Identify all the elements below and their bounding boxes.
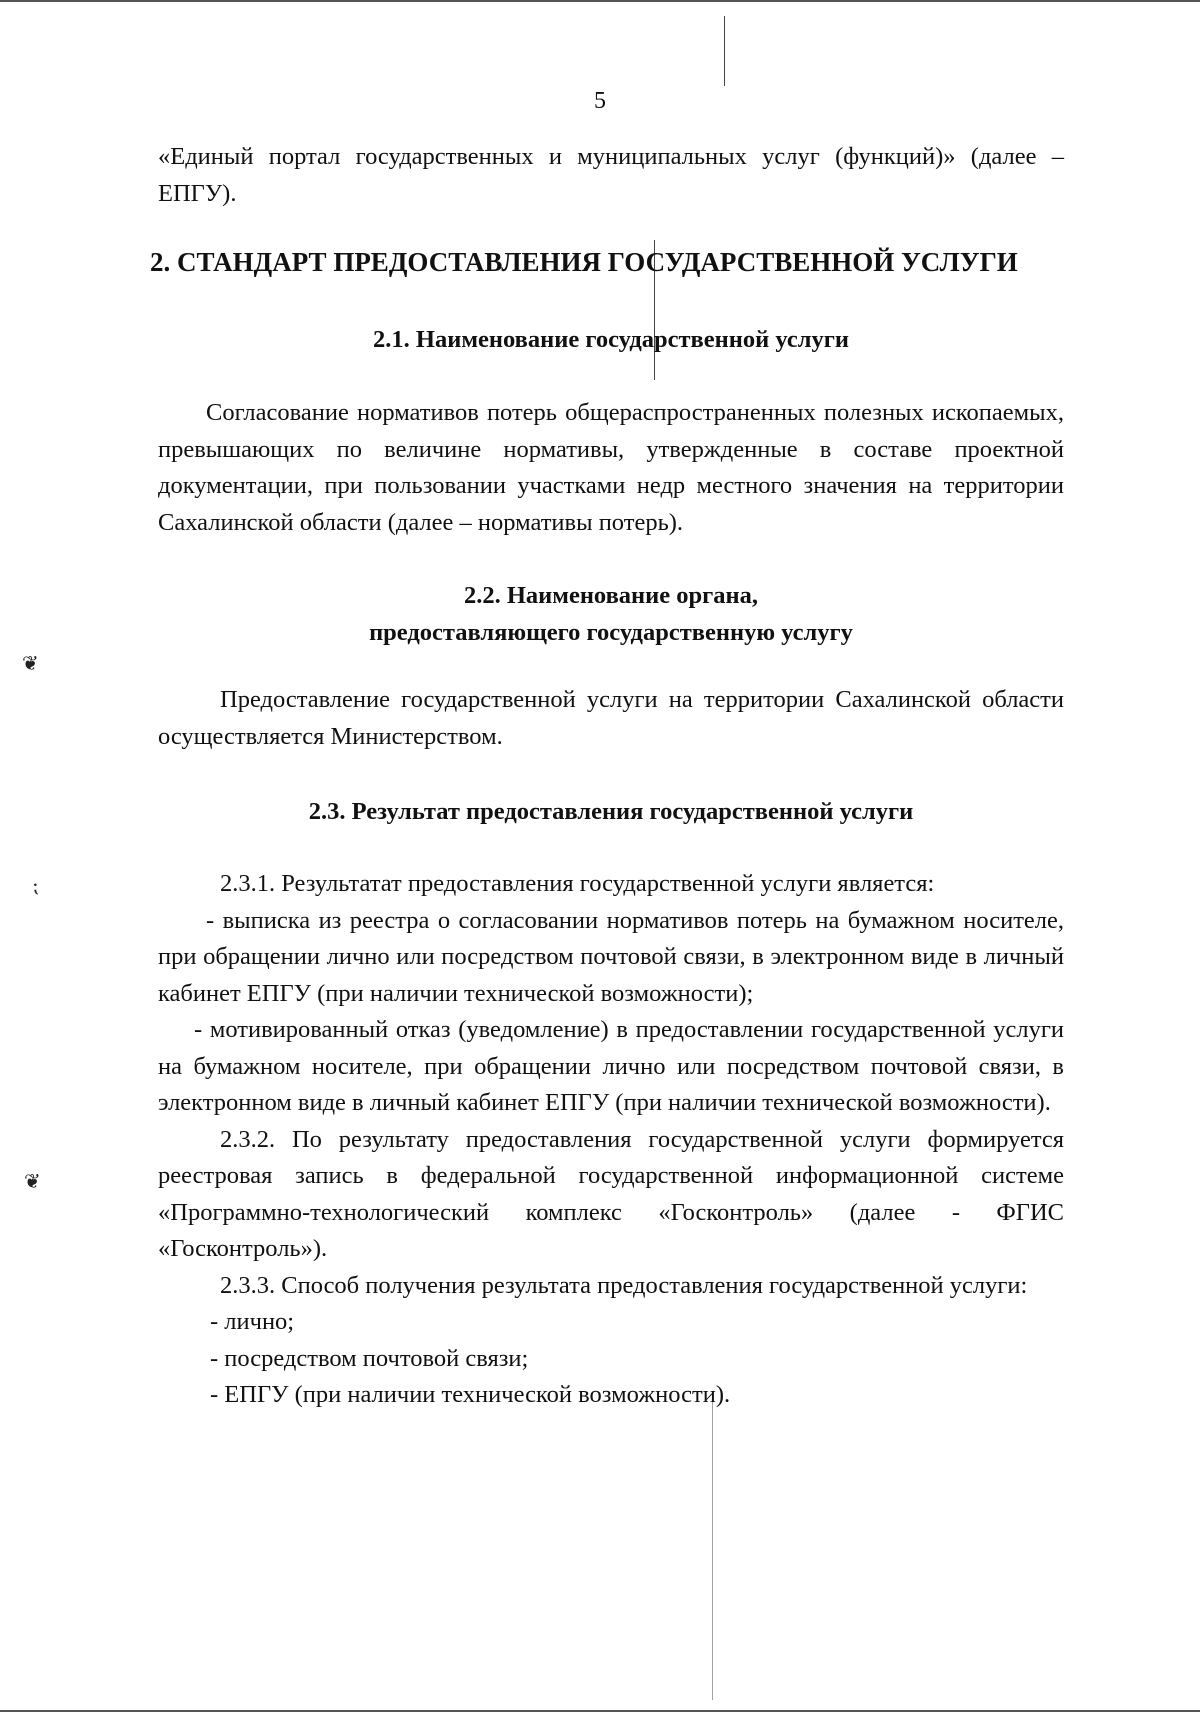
paragraph-2-3-3: 2.3.3. Способ получения результата предоставления государственной услуги: (220, 1271, 1028, 1299)
heading-2-2-line1: 2.2. Наименование органа, (463, 582, 759, 609)
list-item-personally: - лично; (210, 1308, 295, 1335)
section-title: 2. СТАНДАРТ ПРЕДОСТАВЛЕНИЯ ГОСУДАРСТВЕННОЙ УСЛУГИ (150, 247, 1018, 277)
intro-paragraph (158, 139, 1064, 212)
margin-mark: ⁏ (32, 875, 39, 897)
margin-mark: ❦ (22, 653, 39, 675)
list-item-epgu: - ЕПГУ (при наличии технической возможности). (210, 1381, 731, 1408)
section-2-2-text: Предоставление государственной услуги на территории Сахалинской области осуществляется Министерством. (158, 686, 1064, 750)
intro-text: «Единый портал государственных и муниципальных услуг (функций)» (далее – ЕПГУ). (158, 143, 1064, 207)
paragraph-2-3-1: 2.3.1. Результатат предоставления государственной услуги является: (220, 870, 935, 897)
heading-2-1: 2.1. Наименование государственной услуги (373, 326, 849, 353)
heading-2-3: 2.3. Результат предоставления государственной услуги (308, 798, 914, 825)
margin-mark: ❦ (24, 1171, 41, 1193)
section-2-1-text: Согласование нормативов потерь общераспространенных полезных ископаемых, превышающих по величине нормативы, утвержденные в составе проектной документации, при пользовании участками недр местного значения на территории Сахалинской области (далее – нормативы потерь). (158, 399, 1064, 536)
list-item-postal: - посредством почтовой связи; (210, 1344, 529, 1372)
section-2-1-body (158, 395, 1064, 541)
heading-2-2-line2: предоставляющего государственную услугу (369, 619, 853, 646)
section-2-2-body (158, 682, 1064, 755)
scan-top-edge (0, 0, 1200, 2)
paragraph-2-3-2: 2.3.2. По результату предоставления государственной услуги формируется реестровая запись в федеральной государственной информационной системе «Программно-технологический комплекс «Госконтроль» (далее - ФГИС «Госконтроль»). (158, 1125, 1064, 1262)
page-number: 5 (594, 88, 606, 114)
paragraph-refusal: - мотивированный отказ (уведомление) в предоставлении государственной услуги на бумажном носителе, при обращении лично или посредством почтовой связи, в электронном виде в личный кабинет ЕПГУ (при наличии технической возможности). (158, 1016, 1064, 1116)
paragraph-extract: - выписка из реестра о согласовании нормативов потерь на бумажном носителе, при обращении лично или посредством почтовой связи, в электронном виде в личный кабинет ЕПГУ (при наличии технической возможности); (158, 906, 1064, 1007)
section-2-3-body (158, 866, 1064, 1414)
scan-artifact-line (724, 16, 725, 86)
scan-artifact-line (712, 1400, 713, 1700)
